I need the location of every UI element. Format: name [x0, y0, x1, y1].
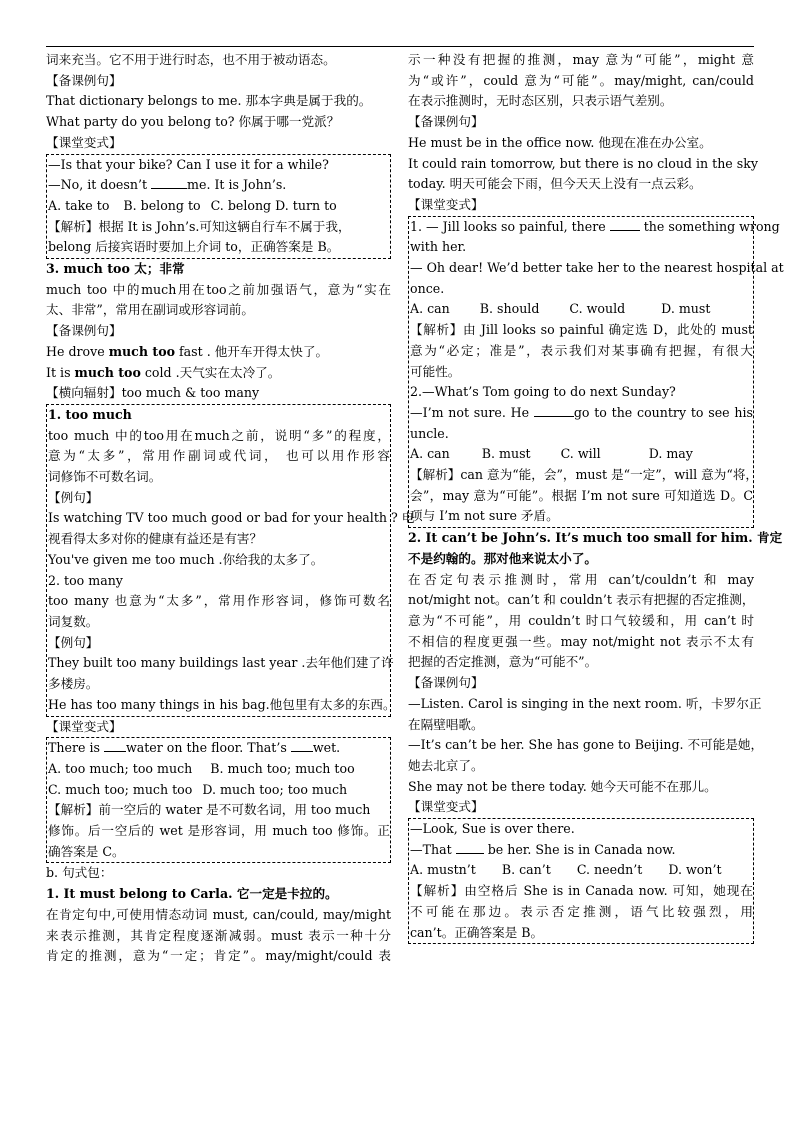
options-line [410, 860, 753, 881]
text-line: 意为“太多”，常用作副词或代词， 也可以用作形容 [48, 448, 390, 464]
text-line: 肯定的推测，意为“一定；肯定”。may/might/could 表 [46, 948, 391, 964]
text-line: 太、非常”，常用在副词或形容词前。 [46, 302, 254, 318]
section-title: 3. much too 太；非常 [46, 261, 185, 277]
example-sentence: They built too many buildings last year .去年他们建了许 [48, 655, 394, 671]
section-heading: 【课堂变式】 [46, 134, 122, 150]
text-line: 把握的否定推测，意为“可能不”。 [408, 654, 598, 670]
section-title: 1. It must belong to Carla. 它一定是卡拉的。 [46, 886, 338, 902]
question-line: once. [410, 280, 445, 296]
comparison-box [46, 404, 415, 717]
explanation-line: 【解析】由空格后 She is in Canada now. 可知，她现在 [410, 883, 753, 899]
section-heading: 【备课例句】 [408, 114, 484, 130]
option-c: C. will [560, 446, 601, 462]
option-d: D. must [661, 301, 711, 317]
explanation-line: belong 后接宾语时要加上介词 to，正确答案是 B。 [48, 239, 340, 255]
example-sentence: 在隔壁唱歌。 [408, 716, 484, 732]
example-sentence: He must be in the office now. 他现在准在办公室。 [408, 134, 712, 150]
section-heading: 【课堂变式】 [408, 799, 484, 815]
question-line: —Look, Sue is over there. [410, 821, 575, 837]
text-line: 来表示推测，其肯定程度逐渐减弱。must 表示一种十分 [46, 927, 391, 943]
option-b: B. belong to [123, 197, 201, 213]
question-line: — Oh dear! We’d better take her to the nearest hospital at [410, 260, 784, 276]
option-b: B. can’t [501, 862, 551, 878]
option-c: C. much too; much too [48, 781, 193, 797]
section-heading: 【备课例句】 [408, 675, 484, 691]
section-title: 不是约翰的。那对他来说太小了。 [408, 550, 597, 566]
text-line: not/might not。can’t 和 couldn’t 表示有把握的否定推测， [408, 592, 755, 608]
text-line: 词修饰不可数名词。 [48, 469, 162, 485]
explanation-line: 【解析】前一空后的 water 是不可数名词，用 too much [48, 802, 371, 818]
question-line: —Is that your bike? Can I use it for a while? [48, 156, 329, 172]
exercise-box [46, 154, 391, 260]
explanation-line: can’t。正确答案是 B。 [410, 924, 544, 940]
explanation-line: 不可能在那边。表示否定推测，语气比较强烈，用 [410, 903, 753, 919]
option-b: B. much too; much too [210, 760, 355, 776]
text-line: too many 也意为“太多”，常用作形容词，修饰可数名 [48, 593, 390, 609]
section-heading: 【备课例句】 [46, 323, 122, 339]
subsection-title: 2. too many [48, 572, 123, 588]
text-line: 词复数。 [48, 613, 99, 629]
text-line: 词来充当。它不用于进行时态，也不用于被动语态。 [46, 52, 336, 67]
option-d: D. may [648, 446, 693, 462]
option-a: A. take to [48, 197, 110, 213]
explanation-line: 项与 I’m not sure 矛盾。 [410, 508, 559, 524]
text-line: b. 句式包： [46, 865, 113, 881]
option-d: D. much too; too much [202, 781, 348, 797]
text-line: 在表示推测时，无时态区别，只表示语气差别。 [408, 93, 673, 109]
option-c-d: C. belong D. turn to [210, 197, 337, 213]
exercise-box [46, 737, 391, 863]
options-line [410, 444, 753, 465]
explanation-line: 【解析】由 Jill looks so painful 确定选 D，此处的 must [410, 322, 753, 338]
text-line: 示一种没有把握的推测，may 意为“可能”，might 意 [408, 52, 754, 67]
answer-blank [151, 176, 187, 189]
question-line: with her. [410, 239, 467, 255]
explanation-line: 会”，may 意为“可能”。根据 I’m not sure 可知道选 D。C [410, 487, 753, 503]
example-sentence: 视看得太多对你的健康有益还是有害？ [48, 531, 263, 547]
section-title: 2. It can’t be John’s. It’s much too small for him. 肯定 [408, 530, 783, 546]
answer-blank [456, 841, 484, 854]
subsection-title: 1. too much [48, 406, 132, 422]
example-sentence: He has too many things in his bag.他包里有太多的东西。 [48, 696, 396, 712]
section-heading: 【备课例句】 [46, 72, 122, 88]
explanation-line: 确答案是 C。 [48, 843, 125, 859]
text-line: 为“或许”，could 意为“可能”。may/might, can/could [408, 72, 754, 88]
right-column [408, 50, 784, 944]
explanation-line: 意为“必定；准是”，表示我们对某事确有把握，有很大 [410, 342, 753, 358]
options-line [48, 759, 390, 780]
question-line: —I’m not sure. He go to the country to see his [410, 404, 753, 420]
text-line: 意为“不可能”，用 couldn’t 时口气较缓和，用 can’t 时 [408, 612, 754, 628]
example-sentence: today. 明天可能会下雨，但今天天上没有一点云彩。 [408, 176, 702, 192]
option-b: B. must [481, 446, 531, 462]
text-line: much too 中的much用在too之前加强语气，意为“实在 [46, 281, 391, 297]
question-line: 2.—What’s Tom going to do next Sunday? [410, 384, 676, 400]
answer-blank [610, 218, 640, 231]
example-sentence: That dictionary belongs to me. 那本字典是属于我的。 [46, 93, 372, 109]
text-line: 不相信的程度更强一些。may not/might not 表示不太有 [408, 633, 754, 649]
text-line: 在否定句表示推测时，常用 can’t/couldn’t 和 may [408, 571, 754, 587]
explanation-line: 【解析】can 意为“能，会”，must 是“一定”，will 意为“将， [410, 467, 759, 483]
answer-blank [104, 739, 126, 752]
option-a: A. can [410, 446, 450, 462]
section-heading: 【例句】 [48, 634, 99, 650]
option-c: C. needn’t [576, 862, 643, 878]
question-line: —No, it doesn’t me. It is John’s. [48, 177, 287, 193]
option-c: C. would [569, 301, 626, 317]
example-sentence: —It’s can’t be her. She has gone to Beijing. 不可能是她， [408, 737, 764, 753]
example-sentence: He drove much too fast . 他开车开得太快了。 [46, 343, 329, 359]
question-line: 1. — Jill looks so painful, there the something wrong [410, 218, 780, 234]
section-heading: 【课堂变式】 [46, 718, 122, 734]
option-a: A. mustn’t [410, 862, 476, 878]
options-line [48, 196, 390, 217]
explanation-line: 修饰。后一空后的 wet 是形容词，用 much too 修饰。正 [48, 823, 390, 839]
exercise-box [408, 818, 754, 944]
answer-blank [291, 739, 313, 752]
example-sentence: It is much too cold .天气实在太冷了。 [46, 364, 281, 380]
example-sentence: What party do you belong to? 你属于哪一党派？ [46, 114, 340, 130]
section-heading: 【横向辐射】too much & too many [46, 385, 260, 401]
option-a: A. too much; too much [48, 760, 193, 776]
example-sentence: You've given me too much .你给我的太多了。 [48, 551, 324, 567]
example-sentence: She may not be there today. 她今天可能不在那儿。 [408, 778, 717, 794]
section-heading: 【课堂变式】 [408, 196, 484, 212]
example-sentence: —Listen. Carol is singing in the next room. 听，卡罗尔正 [408, 695, 762, 711]
explanation-line: 可能性。 [410, 363, 461, 379]
options-line [410, 299, 753, 320]
option-a: A. can [410, 301, 450, 317]
header-rule [46, 46, 754, 47]
question-line: There is water on the floor. That’s wet. [48, 740, 341, 756]
text-line: too much 中的too用在much之前，说明“多”的程度， [48, 427, 390, 443]
explanation-line: 【解析】根据 It is John’s.可知这辆自行车不属于我， [48, 218, 351, 234]
exercise-box [408, 216, 784, 529]
options-line [48, 780, 390, 801]
example-sentence: Is watching TV too much good or bad for your health ? 电 [48, 510, 415, 526]
option-d: D. won’t [668, 862, 722, 878]
example-sentence: It could rain tomorrow, but there is no cloud in the sky [408, 155, 758, 171]
question-line: —That be her. She is in Canada now. [410, 841, 676, 857]
left-column [46, 50, 415, 967]
answer-blank [534, 404, 574, 417]
question-line: uncle. [410, 425, 449, 441]
option-b: B. should [479, 301, 540, 317]
text-line: 在肯定句中,可使用情态动词 must, can/could, may/might [46, 906, 391, 922]
section-heading: 【例句】 [48, 489, 99, 505]
example-sentence: 多楼房。 [48, 676, 99, 692]
example-sentence: 她去北京了。 [408, 757, 484, 773]
